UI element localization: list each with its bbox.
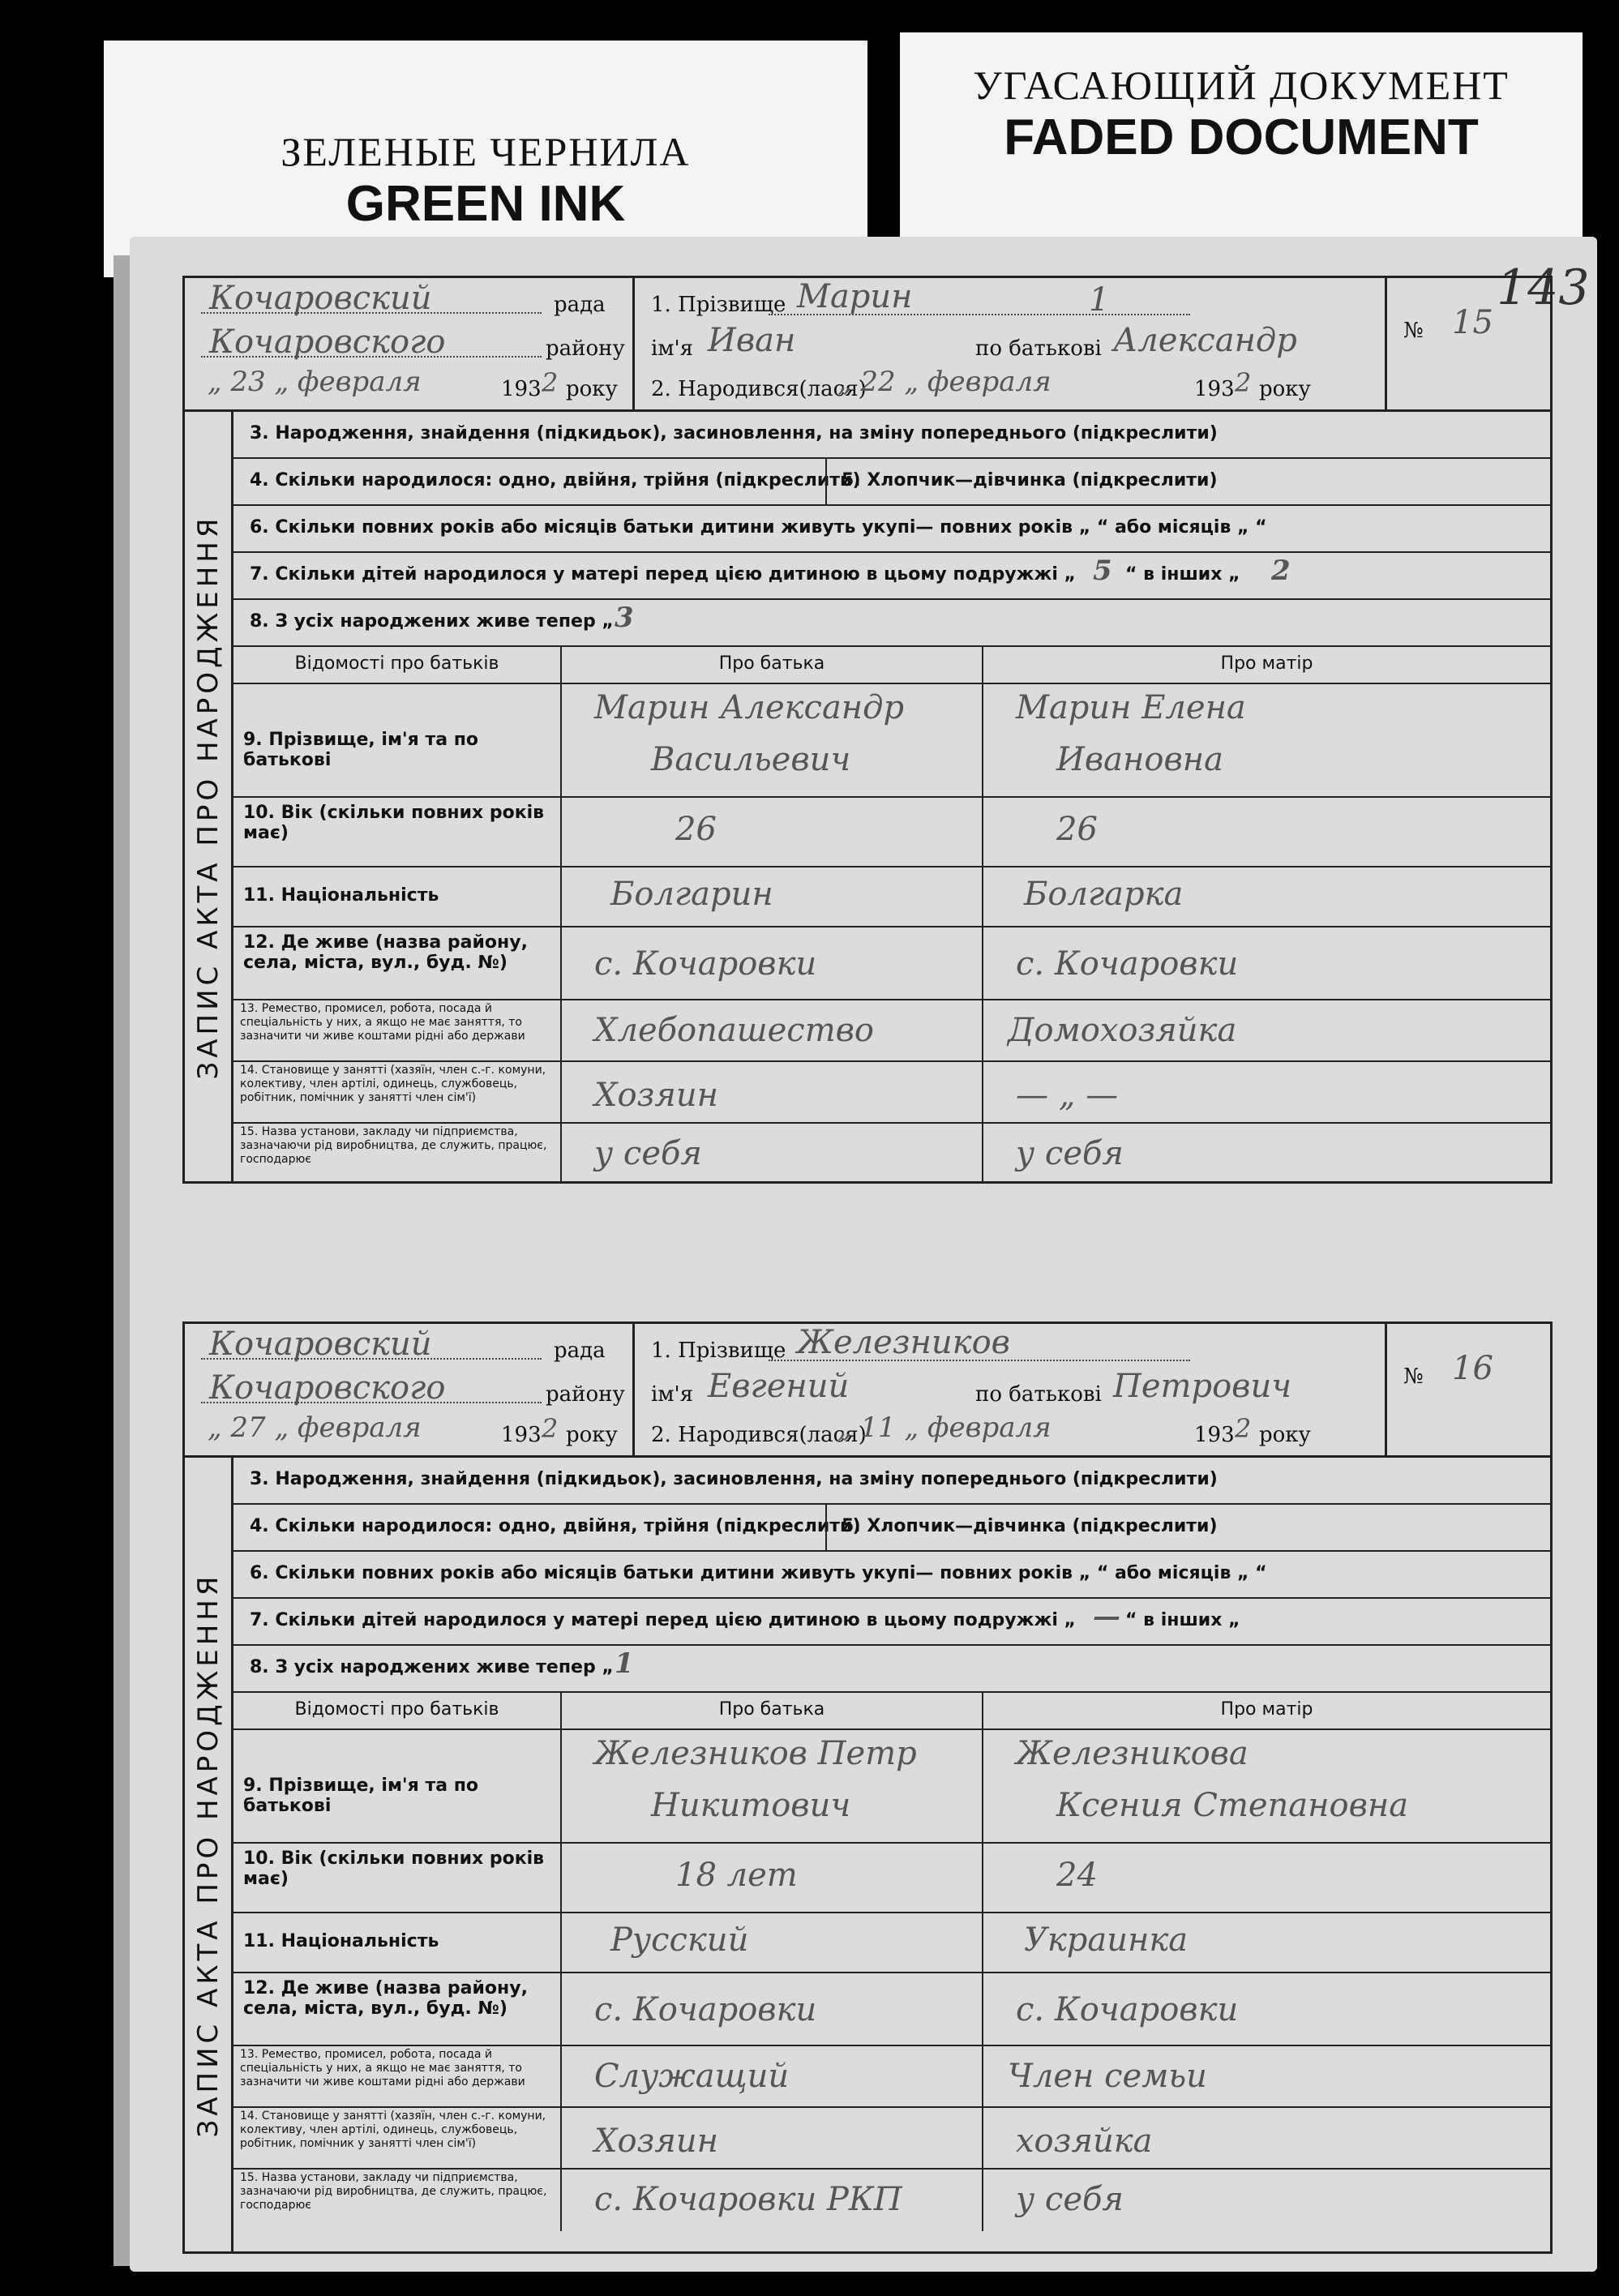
q8-handwriting: 3 <box>615 602 634 634</box>
father-institution-cell <box>562 2170 983 2231</box>
year-prefix: 193 <box>501 377 542 401</box>
father-header: Про батька <box>562 1693 983 1730</box>
q4-text: 4. Скільки народилося: одно, двійня, трійня (підкреслити) <box>250 1516 861 1536</box>
mother-occupation: Член семьи <box>1008 2058 1207 2095</box>
father-position: Хозяин <box>594 2123 718 2160</box>
birth-record-1 <box>182 276 1553 1184</box>
record-body <box>233 1458 1550 2251</box>
q4-q5-divider <box>825 1505 827 1550</box>
surname-handwriting: Железников <box>797 1324 1010 1361</box>
q6-text: 6. Скільки повних років або місяців батьки дитини живуть укупі— повних років „ “ або місяців „ “ <box>250 517 1267 538</box>
q9-label: 9. Прізвище, ім'я та по батькові <box>233 684 562 798</box>
q15-label: 15. Назва установи, закладу чи підприємства, зазначаючи рід виробництва, де служить, працює, господарює <box>233 2170 562 2231</box>
raion-label: району <box>546 336 625 361</box>
q6-text: 6. Скільки повних років або місяців батьки дитини живуть укупі— повних років „ “ або місяців „ “ <box>250 1563 1267 1583</box>
name-label: ім'я <box>651 336 694 361</box>
mother-age-cell <box>983 798 1550 867</box>
raion-handwriting: Кочаровского <box>209 1369 446 1407</box>
father-name-cell <box>562 684 983 798</box>
year-digit: 2 <box>542 367 559 398</box>
mother-name-cell <box>983 1730 1550 1844</box>
mother-age-cell <box>983 1844 1550 1913</box>
rada-label: рада <box>554 293 606 317</box>
registry-office <box>185 1324 635 1455</box>
mother-name-line2: Ивановна <box>1056 741 1223 778</box>
registration-date-handwriting: „ 23 „ февраля <box>208 366 422 398</box>
q4-q5-divider <box>825 459 827 504</box>
raion-line <box>201 356 542 358</box>
father-position: Хозяин <box>594 1077 718 1114</box>
row-q7 <box>233 1599 1550 1646</box>
father-address-cell <box>562 927 983 1000</box>
mother-name-line2: Ксения Степановна <box>1056 1787 1409 1824</box>
rada-line <box>201 312 542 314</box>
year-suffix: року <box>566 1423 618 1447</box>
surname-line <box>769 1360 1190 1361</box>
q11-label: 11. Національність <box>233 1913 562 1973</box>
mother-address-cell <box>983 927 1550 1000</box>
name-handwriting: Иван <box>708 322 796 359</box>
born-year-suffix: року <box>1259 377 1311 401</box>
row-q6 <box>233 506 1550 553</box>
q8-handwriting: 1 <box>615 1647 634 1680</box>
record-number <box>1387 1324 1553 1455</box>
row-q6 <box>233 1552 1550 1599</box>
mother-nationality-cell <box>983 867 1550 927</box>
row-q8 <box>233 600 1550 647</box>
record-number <box>1387 278 1553 409</box>
q7b-text: “ в інших „ <box>1125 564 1240 585</box>
row-q3 <box>233 412 1550 459</box>
q3-text: 3. Народження, знайдення (підкидьок), засиновлення, на зміну попереднього (підкреслити) <box>250 1469 1218 1489</box>
father-institution: у себя <box>594 1135 702 1172</box>
rada-handwriting: Кочаровский <box>209 1326 432 1363</box>
q5-text: 5. Хлопчик—дівчинка (підкреслити) <box>842 470 1218 490</box>
row-q4-q5 <box>233 1505 1550 1552</box>
father-name-line1: Железников Петр <box>594 1735 917 1772</box>
rada-label: рада <box>554 1339 606 1363</box>
born-year-prefix: 193 <box>1194 1423 1235 1447</box>
q12-label: 12. Де живе (назва району, села, міста, вул., буд. №) <box>233 927 562 1000</box>
father-occupation-cell <box>562 2046 983 2108</box>
mother-position-cell <box>983 1062 1550 1124</box>
q10-label: 10. Вік (скільки повних років має) <box>233 798 562 867</box>
q9-label: 9. Прізвище, ім'я та по батькові <box>233 1730 562 1844</box>
father-occupation: Служащий <box>594 2058 790 2095</box>
faded-document-label <box>900 32 1583 268</box>
rada-handwriting: Кочаровский <box>209 280 432 317</box>
father-occupation-cell <box>562 1000 983 1062</box>
mother-name-line1: Железникова <box>1016 1735 1249 1772</box>
father-age-cell <box>562 798 983 867</box>
patronymic-label: по батькові <box>975 336 1102 361</box>
side-title-text: ЗАПИС АКТА ПРО НАРОДЖЕННЯ <box>191 514 225 1079</box>
record-body <box>233 412 1550 1181</box>
mother-address: с. Кочаровки <box>1016 1991 1239 2028</box>
father-age: 18 лет <box>675 1857 798 1894</box>
mother-age: 26 <box>1056 811 1098 848</box>
q7-this-handwriting: 5 <box>1093 555 1112 587</box>
surname-extra-mark: 1 <box>1089 281 1110 319</box>
folio-number: 143 <box>1497 259 1590 316</box>
mother-position-cell <box>983 2108 1550 2170</box>
q10-label: 10. Вік (скільки повних років має) <box>233 1844 562 1913</box>
q11-label: 11. Національність <box>233 867 562 927</box>
name-label: ім'я <box>651 1382 694 1407</box>
mother-header: Про матір <box>983 1693 1550 1730</box>
father-nationality: Русский <box>610 1921 749 1959</box>
year-suffix: року <box>566 377 618 401</box>
surname-line <box>769 314 1190 315</box>
born-year-digit: 2 <box>1235 1413 1252 1444</box>
mother-name-line1: Марин Елена <box>1016 689 1246 726</box>
rada-line <box>201 1358 542 1360</box>
year-prefix: 193 <box>501 1423 542 1447</box>
mother-institution-cell <box>983 2170 1550 2231</box>
parents-header: Відомості про батьків <box>233 1693 562 1730</box>
surname-label: 1. Прізвище <box>651 293 786 317</box>
name-handwriting: Евгений <box>708 1368 850 1405</box>
q7-text: 7. Скільки дітей народилося у матері перед цією дитиною в цьому подружжі „ <box>250 564 1076 585</box>
born-label: 2. Народився(лася) <box>651 1423 867 1447</box>
q7-other-handwriting: 2 <box>1271 555 1291 587</box>
mother-nationality-cell <box>983 1913 1550 1973</box>
father-position-cell <box>562 2108 983 2170</box>
q13-label: 13. Ремество, промисел, робота, посада й спеціальність у них, а якщо не має заняття, то зазначити чи живе коштами рідні або держави <box>233 1000 562 1062</box>
q8-text: 8. З усіх народжених живе тепер „ <box>250 611 614 632</box>
side-title-text: ЗАПИС АКТА ПРО НАРОДЖЕННЯ <box>191 1572 225 2137</box>
mother-institution: у себя <box>1016 1135 1124 1172</box>
mother-nationality: Украинка <box>1024 1921 1189 1959</box>
father-position-cell <box>562 1062 983 1124</box>
father-name-line1: Марин Александр <box>594 689 905 726</box>
father-occupation: Хлебопашество <box>594 1012 874 1049</box>
mother-header: Про матір <box>983 647 1550 684</box>
patronymic-label: по батькові <box>975 1382 1102 1407</box>
q7-this-handwriting: — <box>1093 1600 1120 1633</box>
mother-age: 24 <box>1056 1857 1098 1894</box>
faded-document-en: FADED DOCUMENT <box>1004 109 1479 165</box>
q12-label: 12. Де живе (назва району, села, міста, вул., буд. №) <box>233 1973 562 2046</box>
father-header: Про батька <box>562 647 983 684</box>
father-address-cell <box>562 1973 983 2046</box>
child-identity <box>635 278 1387 409</box>
row-q4-q5 <box>233 459 1550 506</box>
father-address: с. Кочаровки <box>594 1991 817 2028</box>
father-name-line2: Никитович <box>651 1787 851 1824</box>
green-ink-ru: ЗЕЛЕНЫЕ ЧЕРНИЛА <box>281 129 691 174</box>
mother-address-cell <box>983 1973 1550 2046</box>
number-handwriting: 15 <box>1452 304 1493 341</box>
q7-text: 7. Скільки дітей народилося у матері перед цією дитиною в цьому подружжі „ <box>250 1610 1076 1630</box>
number-handwriting: 16 <box>1452 1350 1493 1387</box>
q3-text: 3. Народження, знайдення (підкидьок), засиновлення, на зміну попереднього (підкреслити) <box>250 423 1218 443</box>
q14-label: 14. Становище у занятті (хазяїн, член с.-г. комуни, колективу, член артілі, одинець, службовець, робітник, помічник у занятті член сім'ї) <box>233 2108 562 2170</box>
born-year-suffix: року <box>1259 1423 1311 1447</box>
row-q7 <box>233 553 1550 600</box>
q5-text: 5. Хлопчик—дівчинка (підкреслити) <box>842 1516 1218 1536</box>
father-nationality-cell <box>562 1913 983 1973</box>
born-label: 2. Народився(лася) <box>651 377 867 401</box>
born-year-prefix: 193 <box>1194 377 1235 401</box>
q7b-text: “ в інших „ <box>1125 1610 1240 1630</box>
number-label: № <box>1403 1364 1424 1389</box>
mother-institution: у себя <box>1016 2181 1124 2218</box>
row-q3 <box>233 1458 1550 1505</box>
raion-label: району <box>546 1382 625 1407</box>
q4-text: 4. Скільки народилося: одно, двійня, трійня (підкреслити) <box>250 470 861 490</box>
father-institution: с. Кочаровки РКП <box>594 2181 902 2218</box>
father-age: 26 <box>675 811 717 848</box>
father-age-cell <box>562 1844 983 1913</box>
father-name-cell <box>562 1730 983 1844</box>
side-title <box>185 1458 233 2251</box>
parents-header: Відомості про батьків <box>233 647 562 684</box>
father-nationality: Болгарин <box>610 876 773 913</box>
patronymic-handwriting: Петрович <box>1113 1368 1292 1405</box>
patronymic-handwriting: Александр <box>1113 322 1297 359</box>
father-address: с. Кочаровки <box>594 945 817 983</box>
q15-label: 15. Назва установи, закладу чи підприємства, зазначаючи рід виробництва, де служить, працює, господарює <box>233 1124 562 1184</box>
record-header <box>185 278 1550 412</box>
born-date-handwriting: „ 11 „ февраля <box>837 1411 1051 1444</box>
mother-name-cell <box>983 684 1550 798</box>
q13-label: 13. Ремество, промисел, робота, посада й спеціальність у них, а якщо не має заняття, то зазначити чи живе коштами рідні або держави <box>233 2046 562 2108</box>
registration-date-handwriting: „ 27 „ февраля <box>208 1411 422 1444</box>
mother-nationality: Болгарка <box>1024 876 1184 913</box>
faded-document-ru: УГАСАЮЩИЙ ДОКУМЕНТ <box>973 62 1510 108</box>
father-institution-cell <box>562 1124 983 1184</box>
surname-label: 1. Прізвище <box>651 1339 786 1363</box>
raion-line <box>201 1402 542 1403</box>
father-name-line2: Васильевич <box>651 741 851 778</box>
born-date-handwriting: „ 22 „ февраля <box>837 366 1051 398</box>
q8-text: 8. З усіх народжених живе тепер „ <box>250 1657 614 1677</box>
row-q8 <box>233 1646 1550 1693</box>
mother-occupation-cell <box>983 2046 1550 2108</box>
child-identity <box>635 1324 1387 1455</box>
born-year-digit: 2 <box>1235 367 1252 398</box>
mother-position: — „ — <box>1016 1077 1119 1114</box>
mother-address: с. Кочаровки <box>1016 945 1239 983</box>
q14-label: 14. Становище у занятті (хазяїн, член с.-г. комуни, колективу, член артілі, одинець, службовець, робітник, помічник у занятті член сім'ї) <box>233 1062 562 1124</box>
mother-occupation-cell <box>983 1000 1550 1062</box>
registry-office <box>185 278 635 409</box>
mother-occupation: Домохозяйка <box>1008 1012 1237 1049</box>
surname-handwriting: Марин <box>797 278 913 315</box>
side-title <box>185 412 233 1181</box>
green-ink-en: GREEN INK <box>345 176 626 232</box>
father-nationality-cell <box>562 867 983 927</box>
year-digit: 2 <box>542 1413 559 1444</box>
raion-handwriting: Кочаровского <box>209 323 446 361</box>
birth-record-2 <box>182 1321 1553 2254</box>
mother-position: хозяйка <box>1016 2123 1153 2160</box>
record-header <box>185 1324 1550 1458</box>
mother-institution-cell <box>983 1124 1550 1184</box>
number-label: № <box>1403 319 1424 343</box>
